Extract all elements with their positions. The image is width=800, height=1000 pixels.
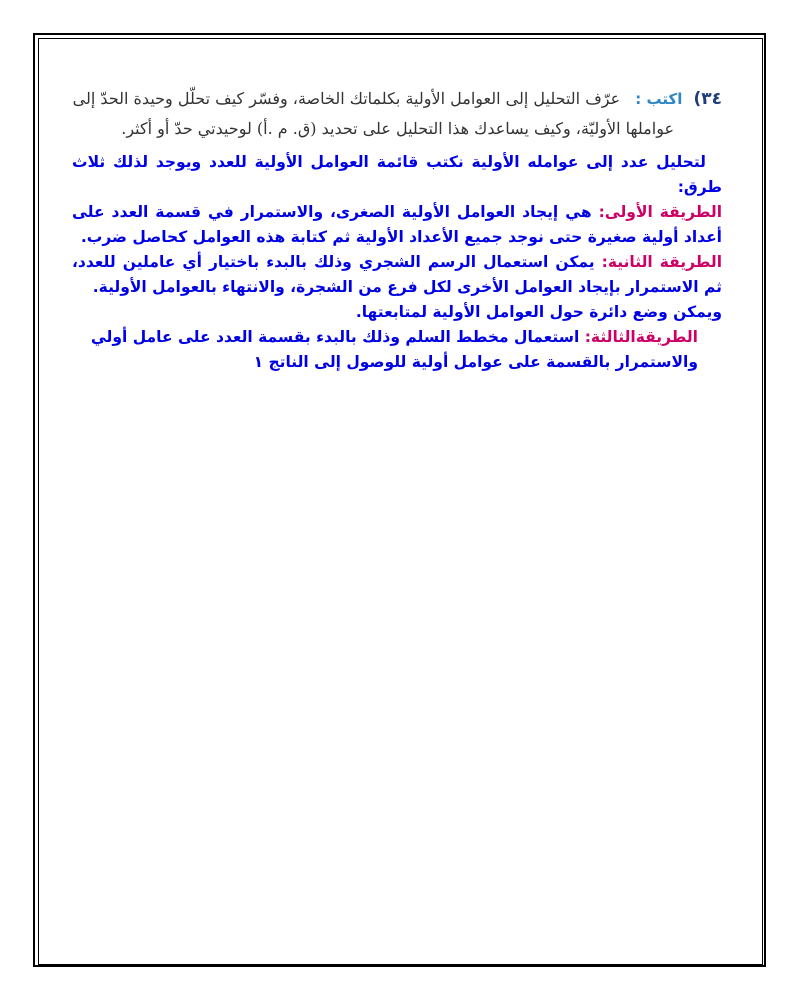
method-3-text: استعمال مخطط السلم وذلك بالبدء بقسمة العدد على عامل أولي — [90, 328, 580, 346]
method-3-paragraph — [72, 325, 722, 350]
method-3-text-2: والاستمرار بالقسمة على عوامل أولية للوصول إلى الناتج ١ — [253, 353, 698, 371]
method-2-text-2: ويمكن وضع دائرة حول العوامل الأولية لمتابعتها. — [355, 303, 722, 321]
answer-block — [72, 150, 722, 375]
method-1-paragraph — [72, 200, 722, 250]
question-line-2: عواملها الأوليّة، وكيف يساعدك هذا التحليل على تحديد (ق. م .أ) لوحيدتي حدّ أو أكثر. — [121, 119, 674, 138]
method-3-title: الطريقةالثالثة: — [584, 328, 698, 346]
method-1-title: الطريقة الأولى: — [598, 203, 723, 221]
question-line-1: عرّف التحليل إلى العوامل الأولية بكلماتك الخاصة، وفسّر كيف تحلّل وحيدة الحدّ إلى — [72, 89, 621, 108]
method-2-text: يمكن استعمال الرسم الشجري وذلك بالبدء باختيار أي عاملين للعدد، ثم الاستمرار بإيجاد العوامل الأخرى لكل فرع من الشجرة، والانتهاء بالعوامل الأولية. — [72, 253, 722, 296]
answer-intro: لتحليل عدد إلى عوامله الأولية نكتب قائمة العوامل الأولية للعدد ويوجد لذلك ثلاث طرق: — [72, 153, 722, 196]
method-1-text: هي إيجاد العوامل الأولية الصغرى، والاستمرار في قسمة العدد على أعداد أولية صغيرة حتى نوجد جميع الأعداد الأولية ثم كتابة هذه العوامل كحاصل ضرب. — [72, 203, 722, 246]
method-2-title: الطريقة الثانية: — [601, 253, 723, 271]
method-2-paragraph — [72, 250, 722, 300]
question-block — [72, 84, 722, 144]
question-number: ٣٤) — [693, 89, 722, 109]
document-content — [72, 84, 722, 375]
question-label: اكتب : — [635, 90, 683, 108]
